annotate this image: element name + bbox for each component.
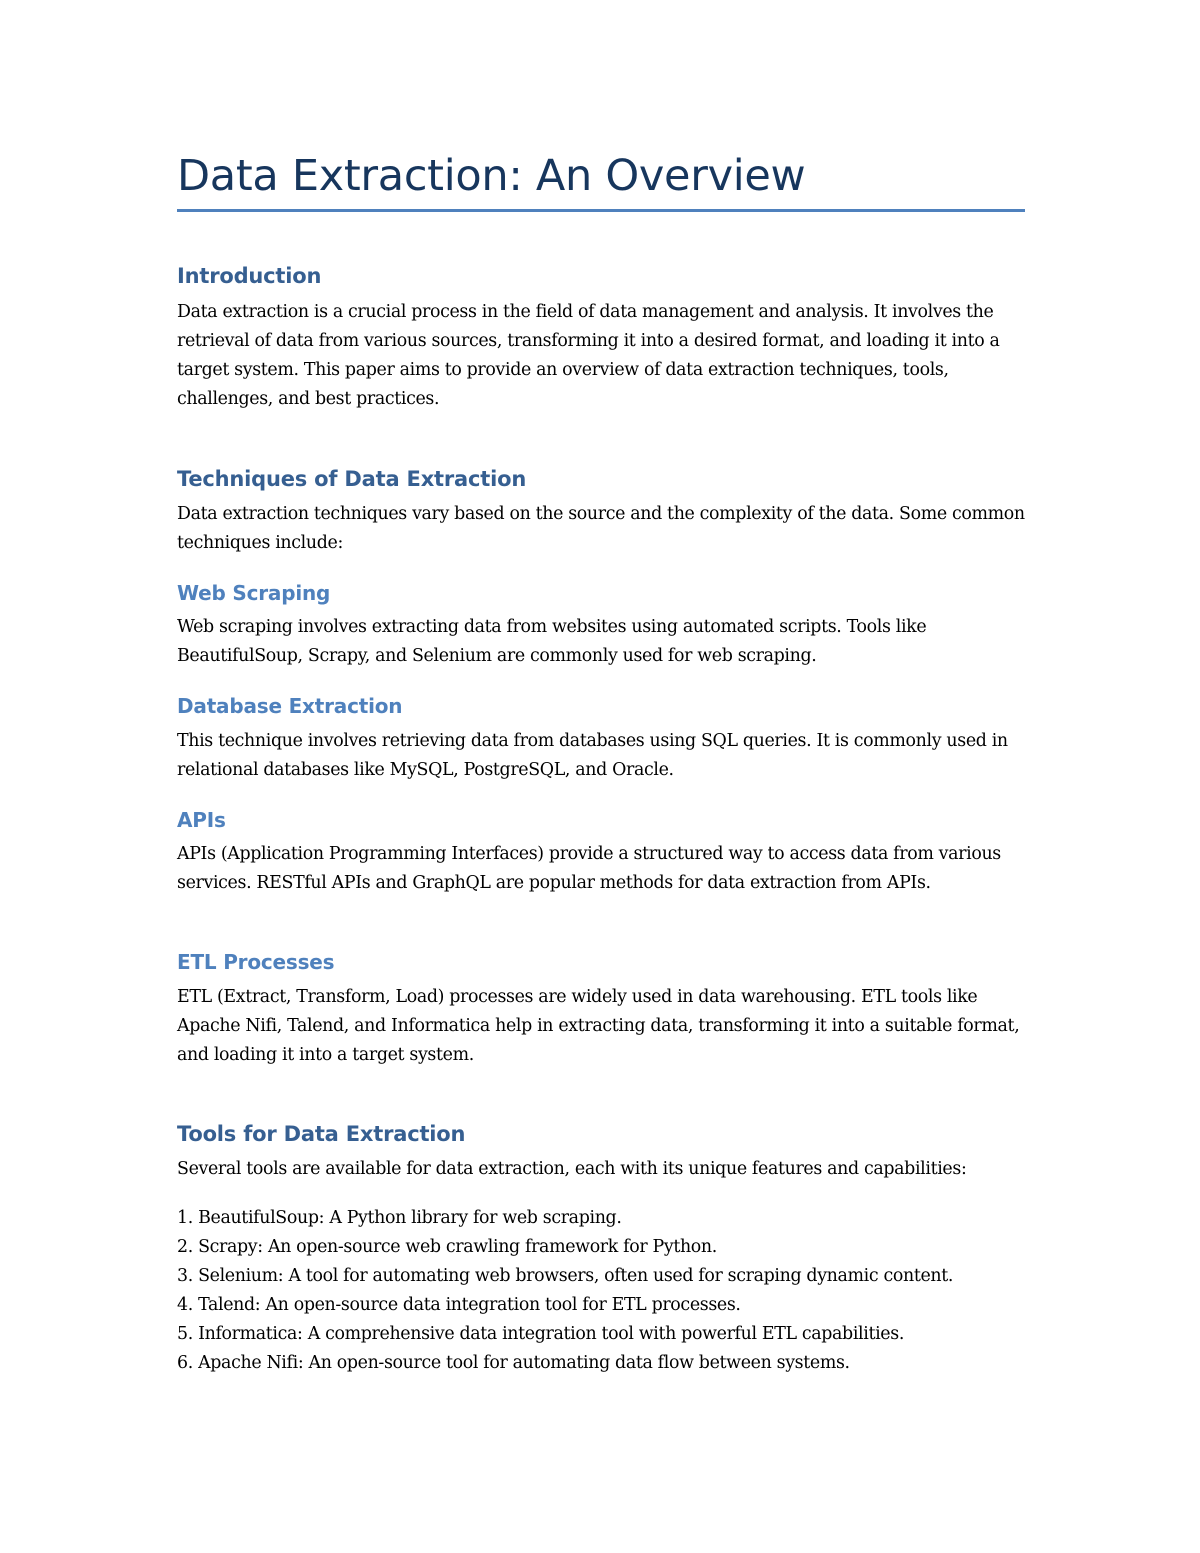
paragraph-tools: Several tools are available for data extraction, each with its unique features and capabilities: [177,1159,967,1179]
list-item: 5. Informatica: A comprehensive data integration tool with powerful ETL capabilities. [177,1324,904,1344]
list-item: 1. BeautifulSoup: A Python library for web scraping. [177,1208,622,1228]
paragraph-apis: APIs (Application Programming Interfaces) provide a structured way to access data from various services. RESTful APIs and GraphQL are popular methods for data extraction from APIs. [177,844,1001,893]
title-underline [177,209,1025,212]
heading-introduction: Introduction [177,264,322,288]
paragraph-techniques: Data extraction techniques vary based on the source and the complexity of the data. Some common techniques include: [177,504,1025,553]
list-item: 3. Selenium: A tool for automating web browsers, often used for scraping dynamic content. [177,1266,954,1286]
tools-list [177,1204,1027,1378]
document-title: Data Extraction: An Overview [177,151,806,201]
heading-techniques: Techniques of Data Extraction [177,467,527,491]
paragraph-etl-processes: ETL (Extract, Transform, Load) processes are widely used in data warehousing. ETL tools like Apache Nifi, Talend, and Informatica help in extracting data, transforming it into a suitable format, and loading it into a target system. [177,987,1020,1065]
list-item: 6. Apache Nifi: An open-source tool for automating data flow between systems. [177,1353,850,1373]
list-item: 4. Talend: An open-source data integration tool for ETL processes. [177,1295,741,1315]
heading-etl-processes: ETL Processes [177,950,335,974]
paragraph-database-extraction: This technique involves retrieving data from databases using SQL queries. It is commonly used in relational databases like MySQL, PostgreSQL, and Oracle. [177,731,1008,780]
heading-tools: Tools for Data Extraction [177,1122,466,1146]
paragraph-web-scraping: Web scraping involves extracting data from websites using automated scripts. Tools like BeautifulSoup, Scrapy, and Selenium are commonly used for web scraping. [177,617,927,666]
paragraph-introduction: Data extraction is a crucial process in the field of data management and analysis. It involves the retrieval of data from various sources, transforming it into a desired format, and loading it into a target system. This paper aims to provide an overview of data extraction techniques, tools, challenges, and best practices. [177,302,1000,409]
list-item: 2. Scrapy: An open-source web crawling framework for Python. [177,1237,717,1257]
heading-database-extraction: Database Extraction [177,694,403,718]
heading-web-scraping: Web Scraping [177,581,331,605]
heading-apis: APIs [177,808,226,832]
